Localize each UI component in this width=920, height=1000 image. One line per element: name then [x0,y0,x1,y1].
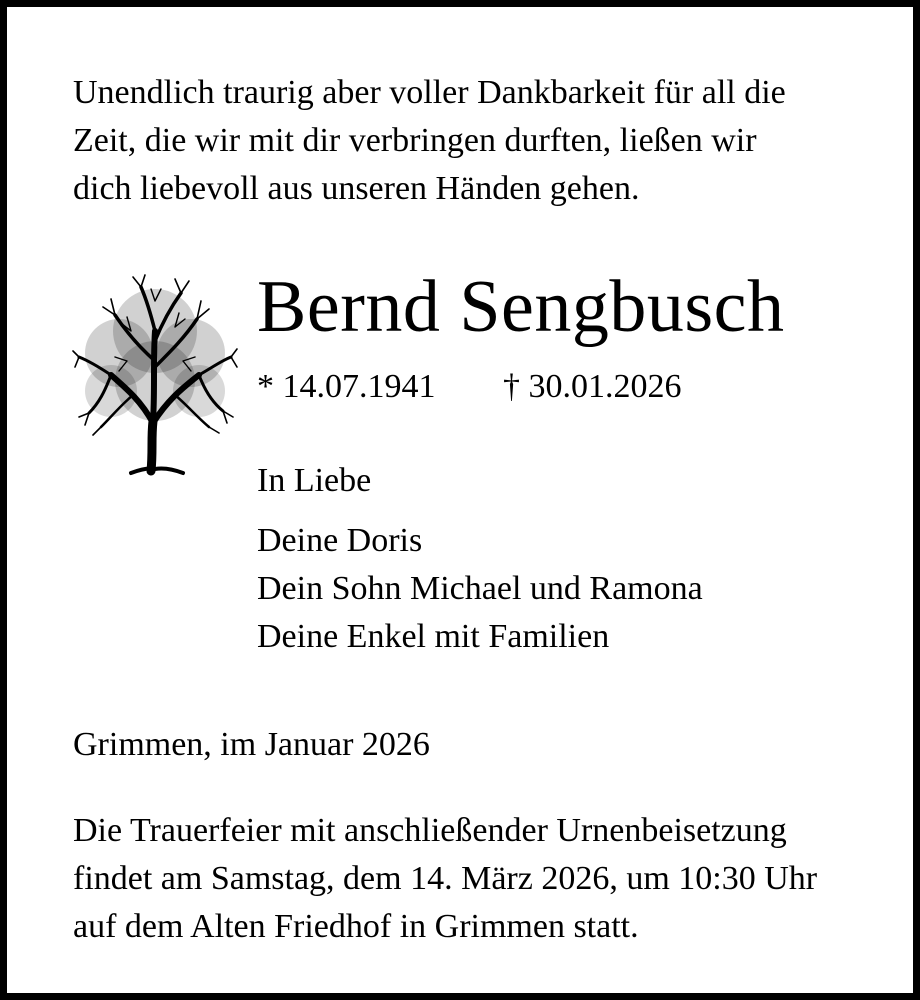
deceased-name: Bernd Sengbusch [257,266,785,348]
intro-line: Zeit, die wir mit dir verbringen durften, ließen wir [73,122,757,159]
service-line: Die Trauerfeier mit anschließender Urnenbeisetzung [73,812,787,849]
intro-text [73,69,873,213]
tree-icon [71,271,239,477]
life-dates [257,365,682,409]
service-line: auf dem Alten Friedhof in Grimmen statt. [73,908,639,945]
place-date: Grimmen, im Januar 2026 [73,726,430,763]
mourner-line: Deine Doris [257,522,423,559]
death-date: † 30.01.2026 [503,368,682,405]
intro-line: dich liebevoll aus unseren Händen gehen. [73,170,640,207]
service-info [73,807,873,951]
mourner-line: Deine Enkel mit Familien [257,618,610,655]
mourner-line: Dein Sohn Michael und Ramona [257,570,703,607]
intro-line: Unendlich traurig aber voller Dankbarkeit für all die [73,74,786,111]
service-line: findet am Samstag, dem 14. März 2026, um 10:30 Uhr [73,860,818,897]
mourners-block [257,457,703,661]
birth-date: * 14.07.1941 [257,368,436,405]
greeting: In Liebe [257,462,372,499]
